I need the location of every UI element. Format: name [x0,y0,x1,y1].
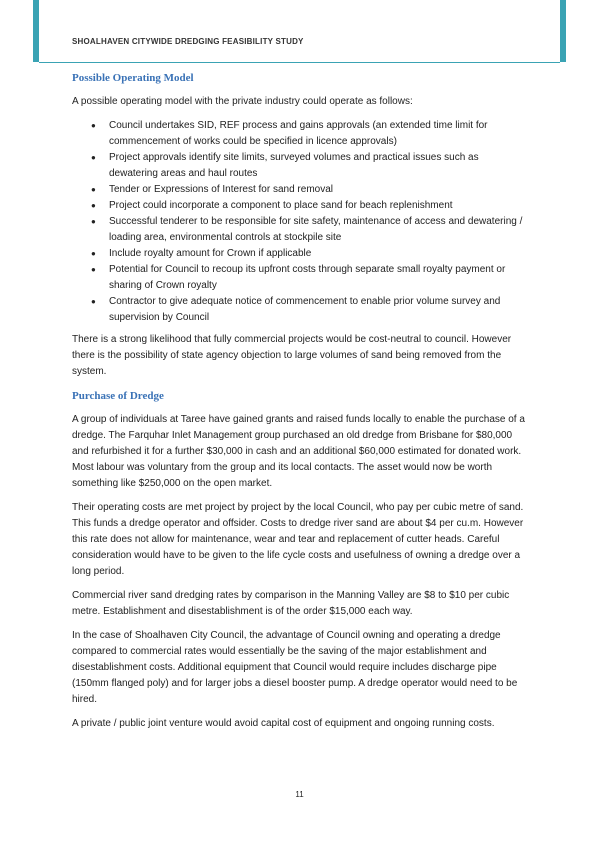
list-item-text: Council undertakes SID, REF process and gains approvals (an extended time limit for commencement of works could be specified in licence approvals) [109,120,488,147]
list-item [91,262,528,294]
list-item-text: Project could incorporate a component to place sand for beach replenishment [109,200,453,211]
list-item [91,182,528,198]
operating-model-list [72,118,528,326]
bullet-icon: ● [91,217,96,226]
list-item-text: Potential for Council to recoup its upfront costs through separate small royalty payment or sharing of Crown royalty [109,264,506,291]
list-item-text: Include royalty amount for Crown if applicable [109,248,312,259]
header-accent-bar-right [560,0,566,62]
document-header-title: SHOALHAVEN CITYWIDE DREDGING FEASIBILITY STUDY [72,37,304,46]
header-accent-bar-left [33,0,39,62]
list-item [91,150,528,182]
bullet-icon: ● [91,265,96,274]
page-content [72,70,528,740]
section-heading-purchase: Purchase of Dredge [72,390,164,402]
operating-model-intro: A possible operating model with the private industry could operate as follows: [72,96,413,107]
list-item-text: Contractor to give adequate notice of commencement to enable prior volume survey and supervision by Council [109,296,501,323]
purchase-paragraph: Commercial river sand dredging rates by comparison in the Manning Valley are $8 to $10 per cubic metre. Establishment and disestablishment is of the order $15,000 each way. [72,590,510,617]
bullet-icon: ● [91,185,96,194]
list-item [91,118,528,150]
page-number: 11 [295,790,304,799]
list-item [91,198,528,214]
purchase-paragraph: A group of individuals at Taree have gained grants and raised funds locally to enable the purchase of a dredge. The Farquhar Inlet Management group purchased an old dredge from Brisbane for $80,000 and refurbished it for a further $30,000 in cash and an additional $60,000 estimated for donated work. Most labour was voluntary from the group and its local contacts. The asset would now be worth something like $250,000 on the open market. [72,414,525,489]
purchase-paragraph: Their operating costs are met project by project by the local Council, who pay per cubic metre of sand. This funds a dredge operator and offsider. Costs to dredge river sand are about $4 per cu.m. However this rate does not allow for maintenance, wear and tear and replacement of cutter heads. Careful consideration would have to be given to the life cycle costs and usefulness of owning a dredge over a long period. [72,502,524,577]
list-item [91,246,528,262]
purchase-paragraph: A private / public joint venture would avoid capital cost of equipment and ongoing running costs. [72,718,495,729]
header-rule [39,62,560,63]
purchase-paragraph: In the case of Shoalhaven City Council, the advantage of Council owning and operating a dredge compared to commercial rates would essentially be the saving of the major establishment and disestablishment costs. Additional equipment that Council would require includes discharge pipe (150mm flanged poly) and for larger jobs a diesel booster pump. A dredge operator would need to be hired. [72,630,518,705]
bullet-icon: ● [91,249,96,258]
operating-model-closing: There is a strong likelihood that fully commercial projects would be cost-neutral to council. However there is the possibility of state agency objection to large volumes of sand being removed from the system. [72,334,512,377]
section-heading-operating-model: Possible Operating Model [72,72,194,84]
list-item [91,214,528,246]
list-item-text: Project approvals identify site limits, surveyed volumes and practical issues such as dewatering areas and haul routes [109,152,479,179]
bullet-icon: ● [91,121,96,130]
bullet-icon: ● [91,297,96,306]
bullet-icon: ● [91,153,96,162]
list-item [91,294,528,326]
list-item-text: Tender or Expressions of Interest for sand removal [109,184,333,195]
bullet-icon: ● [91,201,96,210]
list-item-text: Successful tenderer to be responsible for site safety, maintenance of access and dewatering / loading area, environmental controls at stockpile site [109,216,523,243]
